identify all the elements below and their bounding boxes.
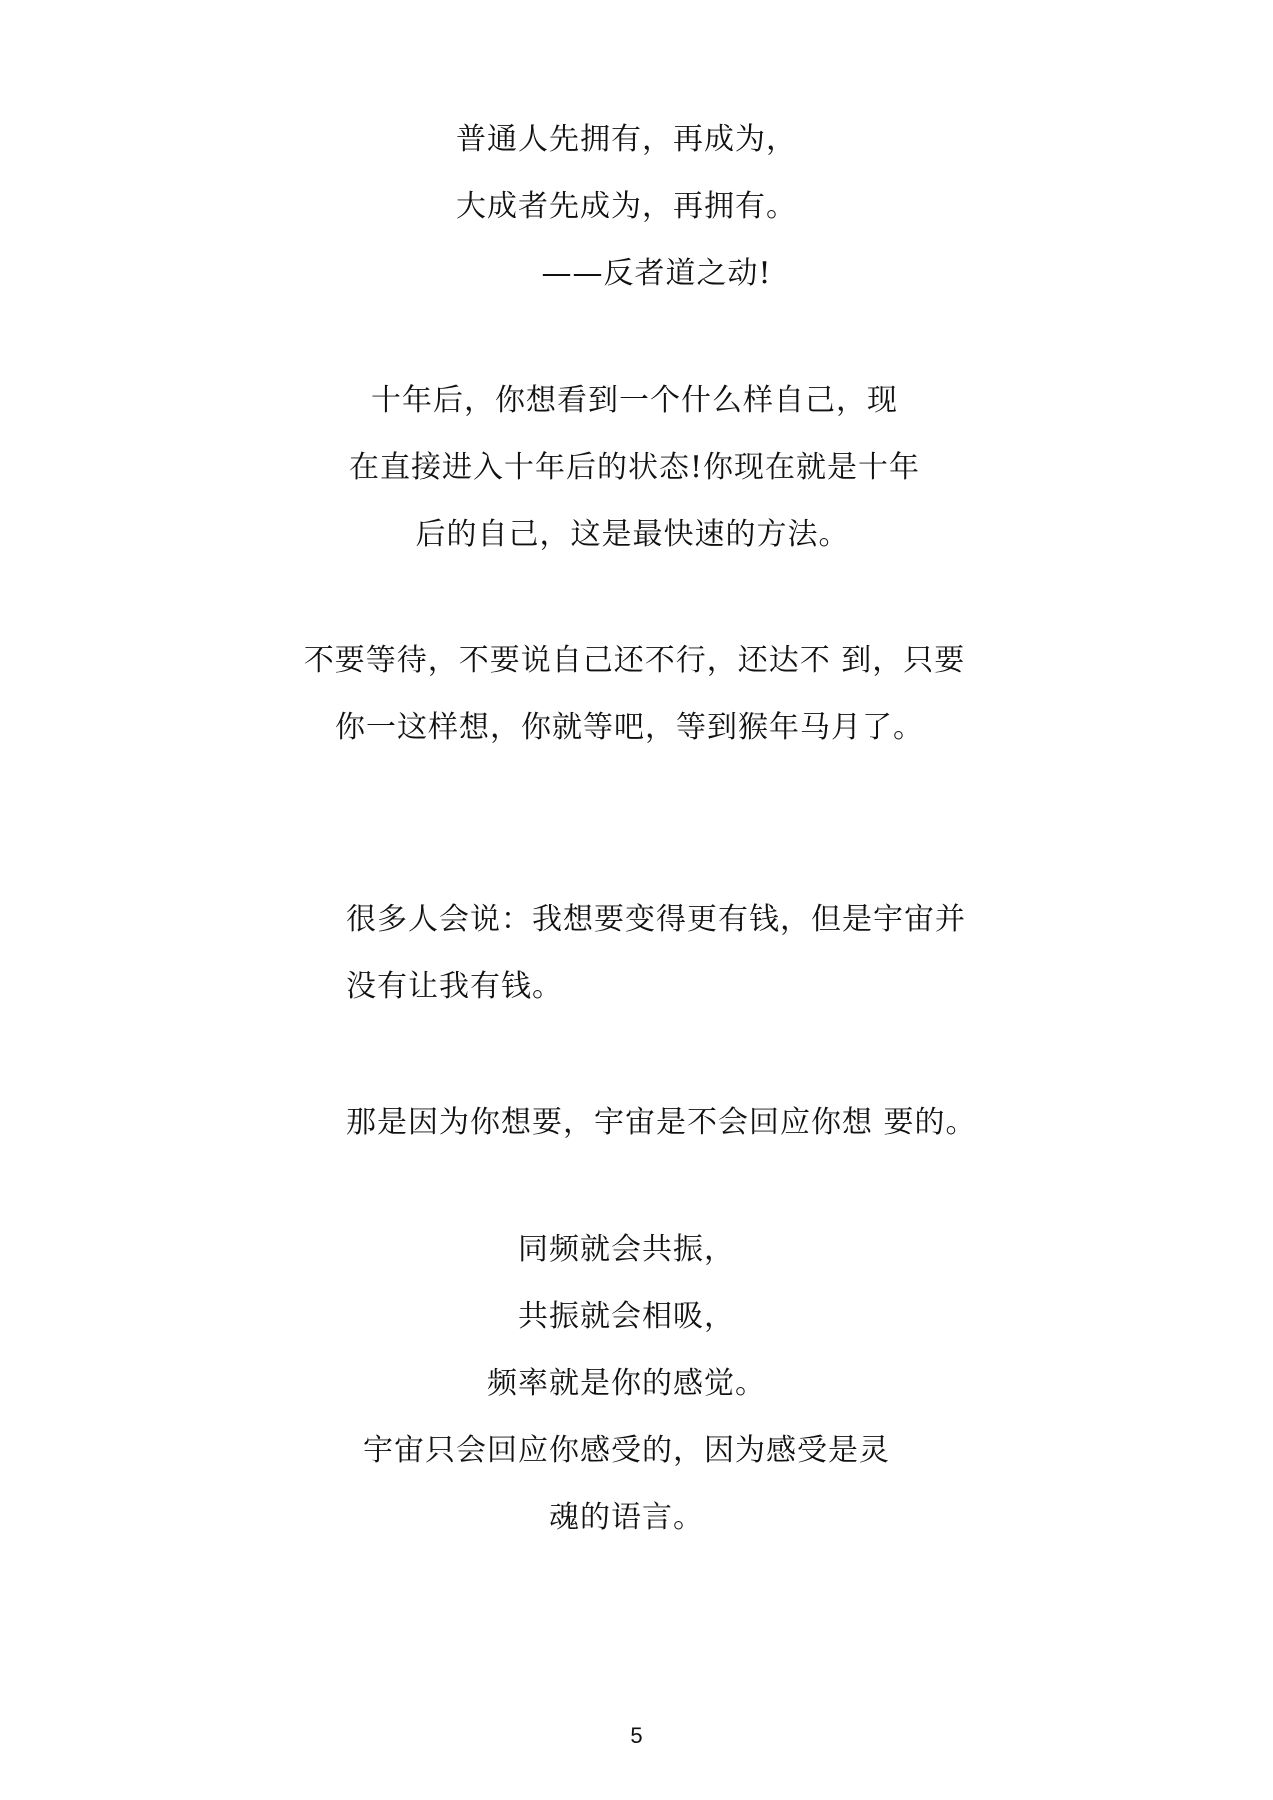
- paragraph-6-line-4: 宇宙只会回应你感受的，因为感受是灵: [363, 1433, 890, 1468]
- paragraph-3-line-2: 你一这样想，你就等吧，等到猴年马月了。: [335, 710, 924, 745]
- paragraph-4-line-1: 很多人会说：我想要变得更有钱，但是宇宙并: [346, 902, 966, 937]
- quote-line-2: 大成者先成为，再拥有。: [456, 189, 797, 224]
- paragraph-2-line-1: 十年后，你想看到一个什么样自己，现: [371, 383, 898, 418]
- paragraph-6-line-1: 同频就会共振，: [518, 1232, 735, 1267]
- paragraph-2-line-3: 后的自己，这是最快速的方法。: [415, 517, 850, 552]
- paragraph-6-line-5: 魂的语言。: [549, 1500, 704, 1535]
- quote-attribution: ——反者道之动!: [541, 256, 772, 291]
- paragraph-6-line-2: 共振就会相吸，: [518, 1299, 735, 1334]
- paragraph-6-line-3: 频率就是你的感觉。: [487, 1366, 766, 1401]
- paragraph-4-line-2: 没有让我有钱。: [346, 969, 563, 1004]
- quote-line-1: 普通人先拥有，再成为，: [456, 122, 797, 157]
- paragraph-5-line-1: 那是因为你想要，宇宙是不会回应你想 要的。: [346, 1105, 977, 1140]
- paragraph-2-line-2: 在直接进入十年后的状态!你现在就是十年: [348, 450, 921, 485]
- page-number: 5: [630, 1723, 643, 1748]
- paragraph-3-line-1: 不要等待，不要说自己还不行，还达不 到，只要: [303, 643, 966, 678]
